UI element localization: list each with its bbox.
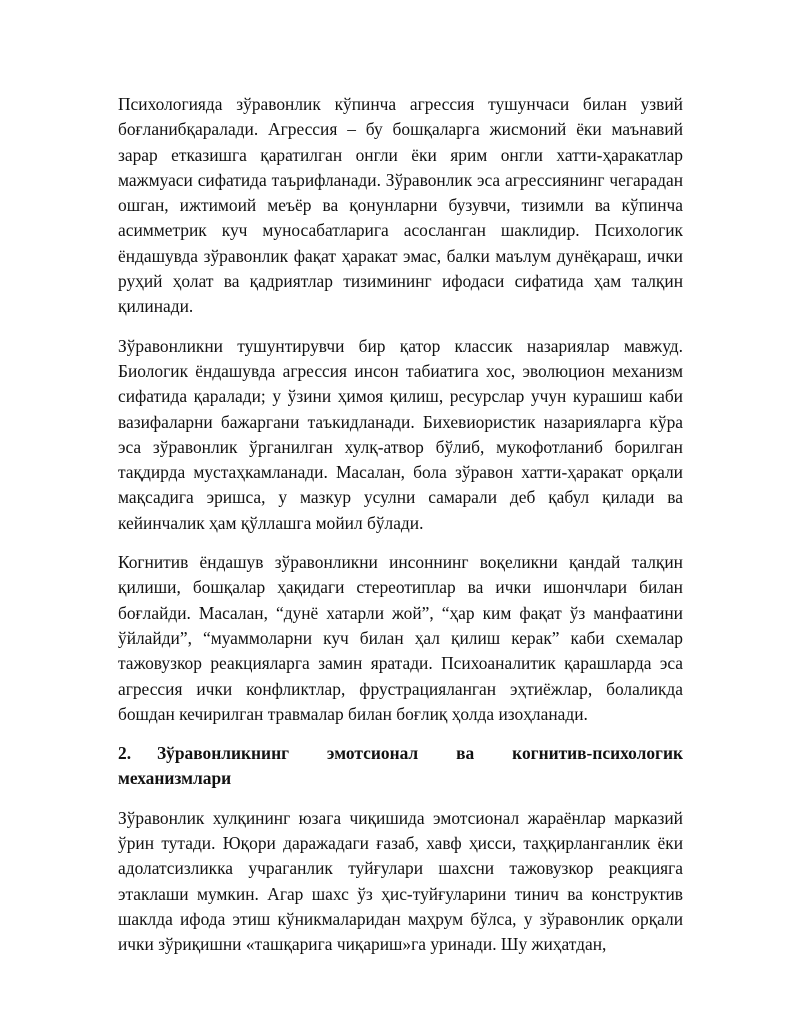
section-title: Зўравонликнинг эмотсионал ва когнитив-психологик механизмлари (118, 743, 683, 789)
paragraph-cognitive-approach: Когнитив ёндашув зўравонликни инсоннинг воқеликни қандай талқин қилиши, бошқалар ҳақидаги стереотиплар ва ички ишончлари билан боғлайди. Масалан, “дунё хатарли жой”, “ҳар ким фақат ўз манфаатини ўйлайди”, “муаммоларни куч билан ҳал қилиш керак” каби схемалар тажовузкор реакцияларга замин яратади. Психоаналитик қарашларда эса агрессия ички конфликтлар, фрустрацияланган эҳтиёжлар, болаликда бошдан кечирилган травмалар билан боғлиқ ҳолда изоҳланади. (118, 552, 683, 724)
document-page (118, 92, 683, 972)
paragraph-emotional-processes: Зўравонлик хулқининг юзага чиқишида эмотсионал жараёнлар марказий ўрин тутади. Юқори даражадаги ғазаб, хавф ҳисси, таҳқирланганлик ёки адолатсизликка учраганлик туйғулари шахсни тажовузкор реакцияга этаклаши мумкин. Агар шахс ўз ҳис-туйғуларини тинич ва конструктив шаклда ифода этиш кўникмаларидан маҳрум бўлса, у зўравонлик орқали ички зўриқишни «ташқарига чиқариш»га уринади. Шу жиҳатдан, (118, 807, 683, 955)
section-number: 2. (118, 743, 132, 764)
paragraph-classical-theories: Зўравонликни тушунтирувчи бир қатор классик назариялар мавжуд. Биологик ёндашувда агрессия инсон табиатига хос, эволюцион механизм сифатида қаралади; у ўзини ҳимоя қилиш, ресурслар учун курашиш каби вазифаларни бажаргани таъкидланади. Бихевиористик назарияларга кўра эса зўравонлик ўрганилган хулқ-атвор бўлиб, мукофотланиб борилган тақдирда мустаҳкамланади. Масалан, бола зўравон хатти-ҳаракат орқали мақсадига эришса, у мазкур усулни самарали деб қабул қилади ва кейинчалик ҳам қўллашга мойил бўлади. (118, 335, 683, 533)
paragraph-aggression-definition: Психологияда зўравонлик кўпинча агрессия тушунчаси билан узвий боғланибқаралади. Агрессия – бу бошқаларга жисмоний ёки маънавий зарар етказишга қаратилган онгли ёки ярим онгли хатти-ҳаракатлар мажмуаси сифатида таърифланади. Зўравонлик эса агрессиянинг чегарадан ошган, ижтимоий меъёр ва қонунларни бузувчи, тизимли ва кўпинча асимметрик куч муносабатларига асосланган шаклидир. Психологик ёндашувда зўравонлик фақат ҳаракат эмас, балки маълум дунёқараш, ички руҳий ҳолат ва қадриятлар тизимининг ифодаси сифатида ҳам талқин қилинади. (118, 94, 683, 317)
section-heading (118, 741, 683, 792)
